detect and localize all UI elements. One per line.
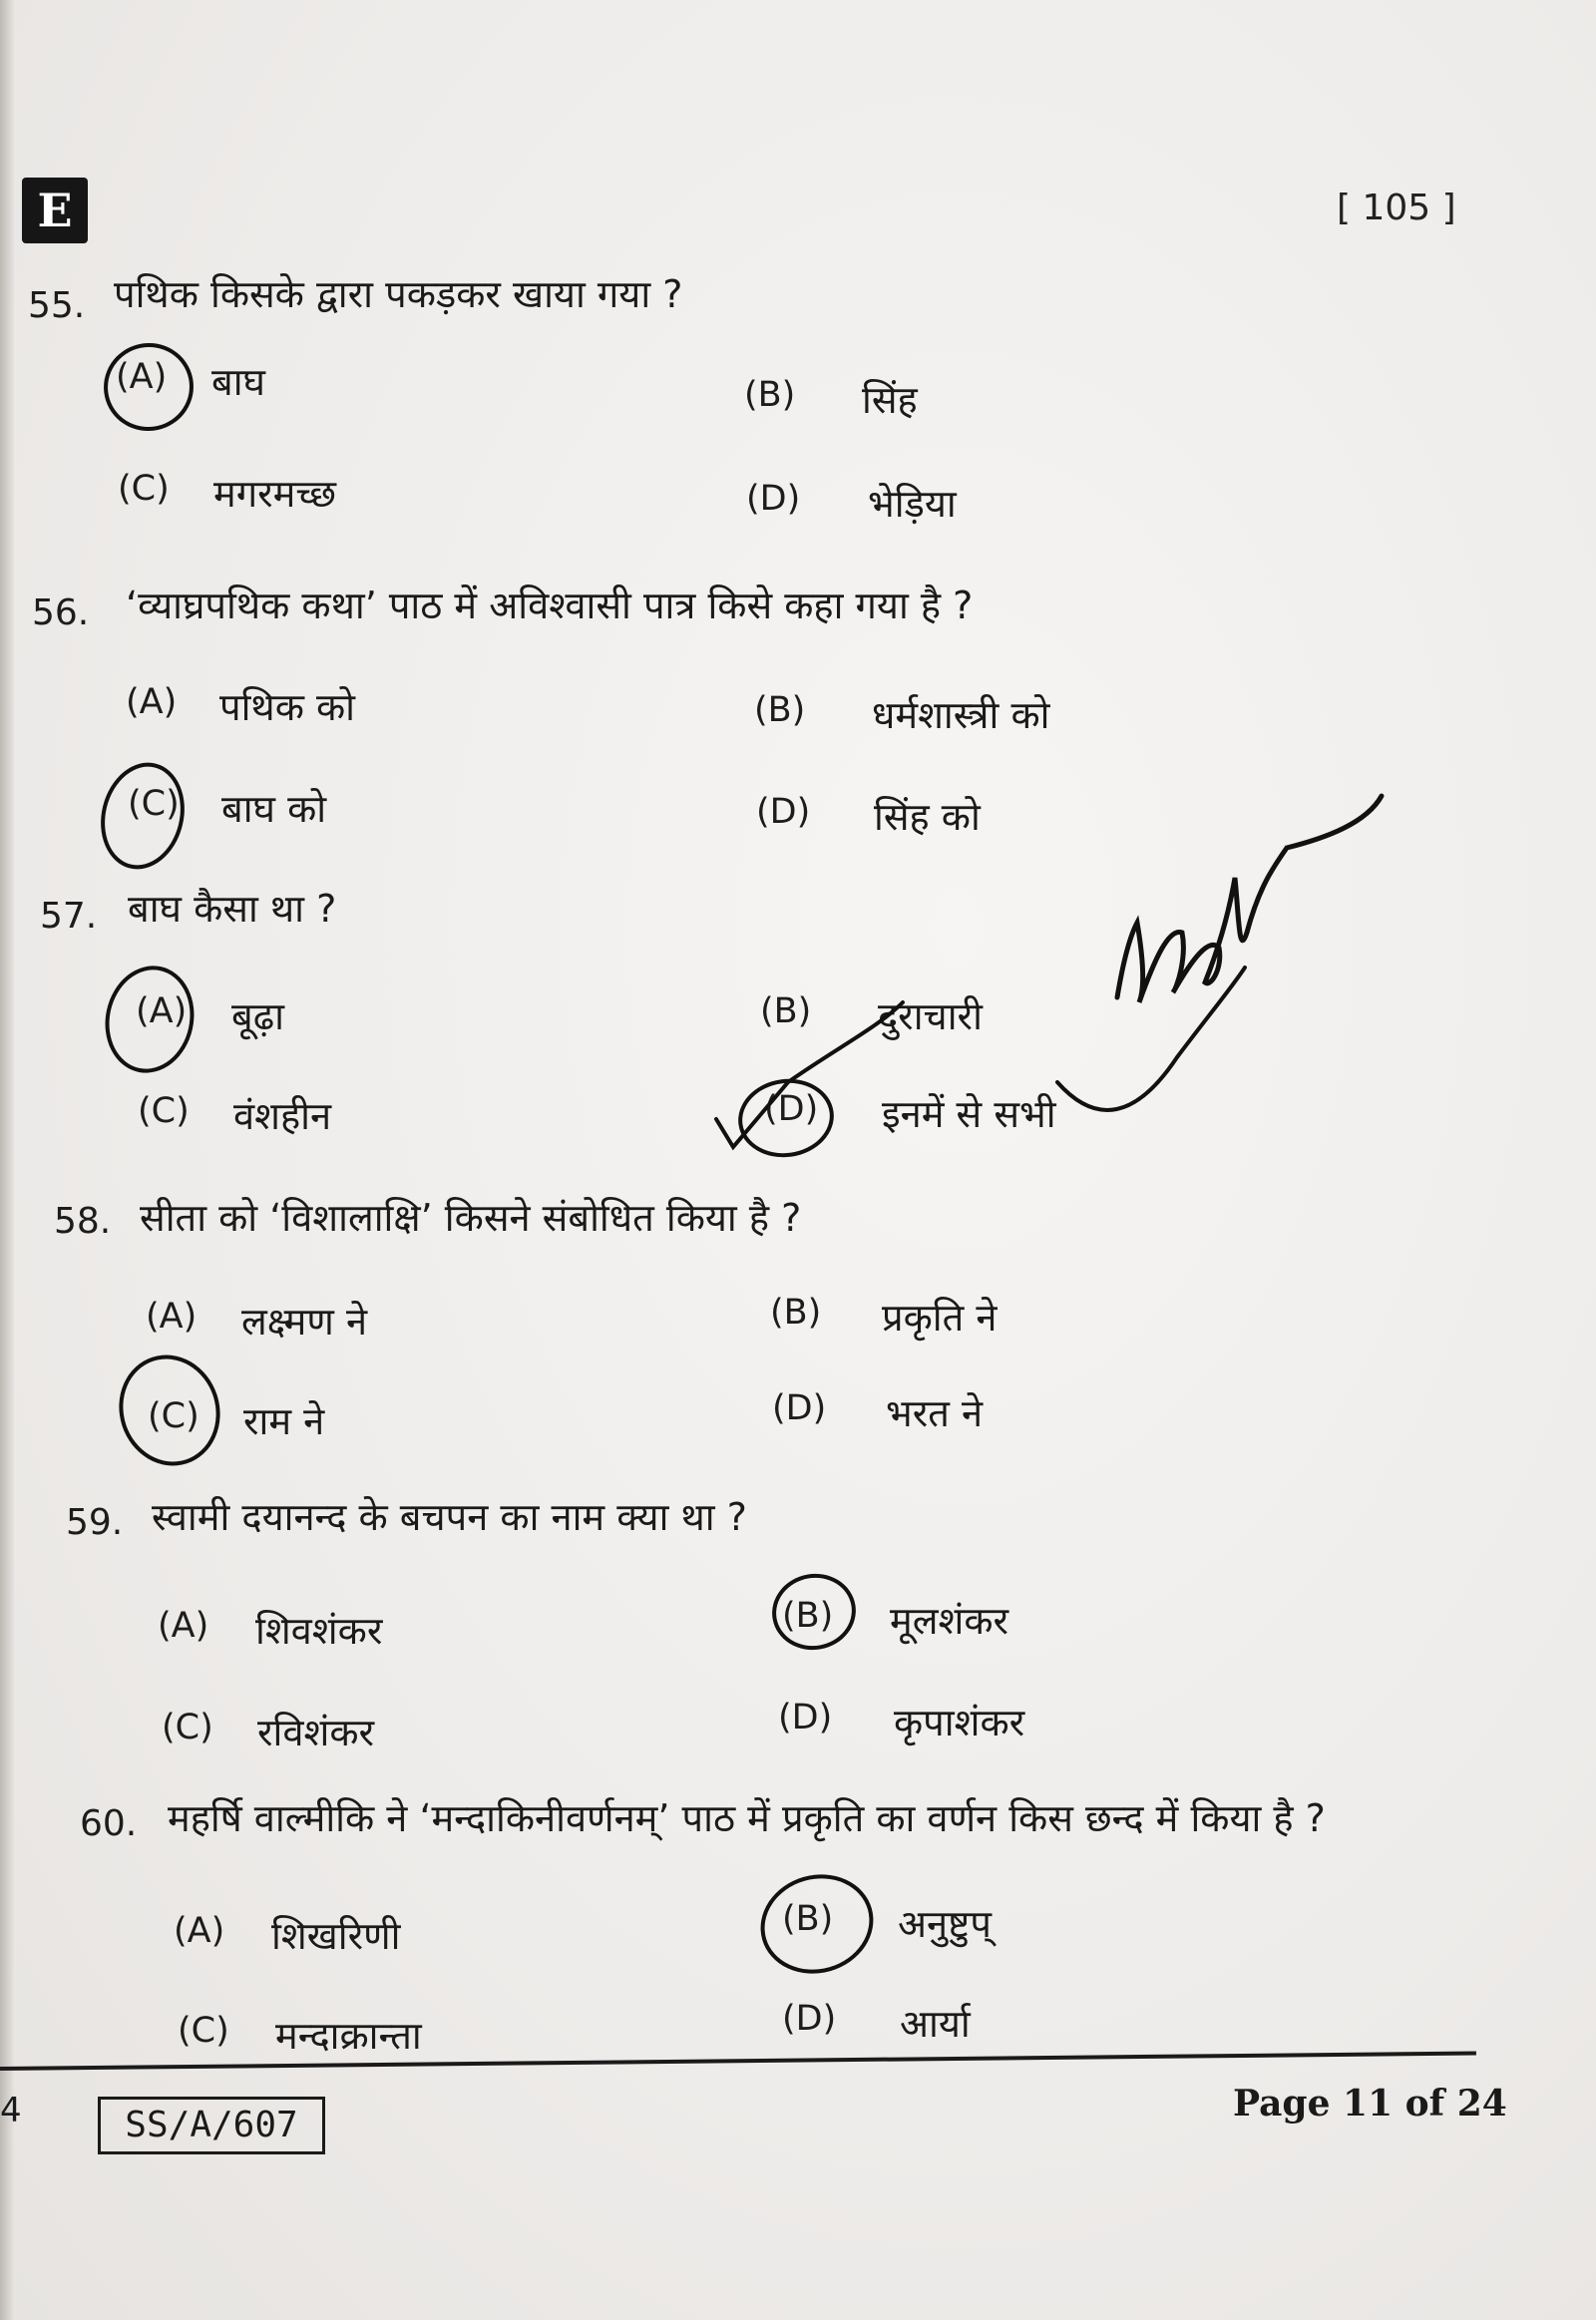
option-label: (A) [136, 991, 188, 1031]
option-text: भरत ने [886, 1391, 984, 1435]
option-label: (B) [770, 1293, 822, 1333]
question-text: बाघ कैसा था ? [128, 887, 337, 931]
option-label: (C) [178, 2011, 229, 2051]
option-label: (D) [772, 1388, 827, 1428]
option-label: (C) [138, 1091, 190, 1131]
answer-circle-56c [90, 754, 196, 879]
option-label: (B) [782, 1596, 834, 1636]
option-label: (C) [118, 469, 170, 509]
option-label: (B) [760, 991, 812, 1031]
option-text: धर्मशास्त्री को [872, 693, 1050, 737]
option-text: सिंह [862, 378, 918, 422]
option-label: (A) [126, 682, 178, 722]
option-label: (B) [744, 375, 796, 415]
option-label: (C) [128, 784, 180, 824]
answer-circle-55a [96, 335, 201, 440]
option-text: इनमें से सभी [882, 1092, 1056, 1136]
option-text: लक्ष्मण ने [241, 1300, 368, 1344]
option-text: भेड़िया [868, 482, 957, 526]
question-number: 59. [66, 1502, 124, 1543]
option-label: (A) [158, 1606, 209, 1646]
option-label: (D) [778, 1698, 833, 1738]
question-number: 56. [32, 592, 90, 633]
option-label: (D) [782, 1999, 837, 2039]
answer-circle-57d [733, 1073, 839, 1164]
option-text: शिवशंकर [255, 1609, 383, 1653]
page-counter: Page 11 of 24 [1233, 2083, 1507, 2125]
question-number: 60. [80, 1803, 138, 1844]
option-text: शिखरिणी [271, 1914, 401, 1958]
option-label: (C) [162, 1708, 213, 1747]
option-text: मगरमच्छ [213, 472, 337, 516]
option-label: (A) [174, 1911, 225, 1951]
option-label: (C) [148, 1396, 200, 1436]
option-text: बूढ़ा [231, 994, 284, 1038]
option-label: (B) [782, 1899, 834, 1939]
answer-circle-57a [96, 958, 204, 1081]
question-text: ‘व्याघ्रपथिक कथा’ पाठ में अविश्वासी पात्र किसे कहा गया है ? [126, 583, 974, 627]
set-badge: E [22, 178, 88, 243]
option-label: (B) [754, 690, 806, 730]
option-label: (D) [746, 479, 801, 519]
option-text: अनुष्टुप् [898, 1902, 992, 1946]
question-text: स्वामी दयानन्द के बचपन का नाम क्या था ? [152, 1495, 747, 1539]
option-text: दुराचारी [878, 994, 983, 1038]
option-text: आर्या [900, 2002, 971, 2046]
page-binding-edge [0, 0, 14, 2320]
option-label: (D) [764, 1089, 819, 1129]
option-text: सिंह को [874, 795, 981, 839]
option-label: (D) [756, 792, 811, 832]
question-text: पथिक किसके द्वारा पकड़कर खाया गया ? [114, 272, 683, 316]
option-label: (A) [116, 357, 168, 397]
option-text: कृपाशंकर [894, 1701, 1025, 1744]
question-number: 58. [54, 1201, 112, 1242]
question-text: सीता को ‘विशालाक्षि’ किसने संबोधित किया है ? [140, 1196, 802, 1240]
paper-code: SS/A/607 [98, 2097, 325, 2154]
option-text: वंशहीन [233, 1094, 332, 1138]
answer-circle-58c [105, 1342, 234, 1478]
footer-page-number: 4 [0, 2091, 22, 2130]
answer-circle-60b [749, 1861, 886, 1987]
option-text: रविशंकर [257, 1711, 375, 1754]
option-text: मन्दाक्रान्ता [275, 2014, 422, 2058]
answer-circle-59b [766, 1567, 862, 1656]
option-label: (A) [146, 1297, 198, 1337]
footer-rule [0, 2052, 1476, 2071]
option-text: बाघ [211, 360, 265, 404]
question-number: 55. [28, 285, 86, 326]
option-text: पथिक को [219, 685, 355, 729]
option-text: प्रकृति ने [882, 1296, 998, 1340]
option-text: राम ने [243, 1399, 325, 1443]
question-text: महर्षि वाल्मीकि ने ‘मन्दाकिनीवर्णनम्’ पाठ में प्रकृति का वर्णन किस छन्द में किया है ? [168, 1796, 1326, 1840]
page-reference: [ 105 ] [1337, 188, 1456, 228]
question-number: 57. [40, 896, 98, 937]
option-text: मूलशंकर [890, 1599, 1009, 1643]
option-text: बाघ को [221, 787, 327, 831]
